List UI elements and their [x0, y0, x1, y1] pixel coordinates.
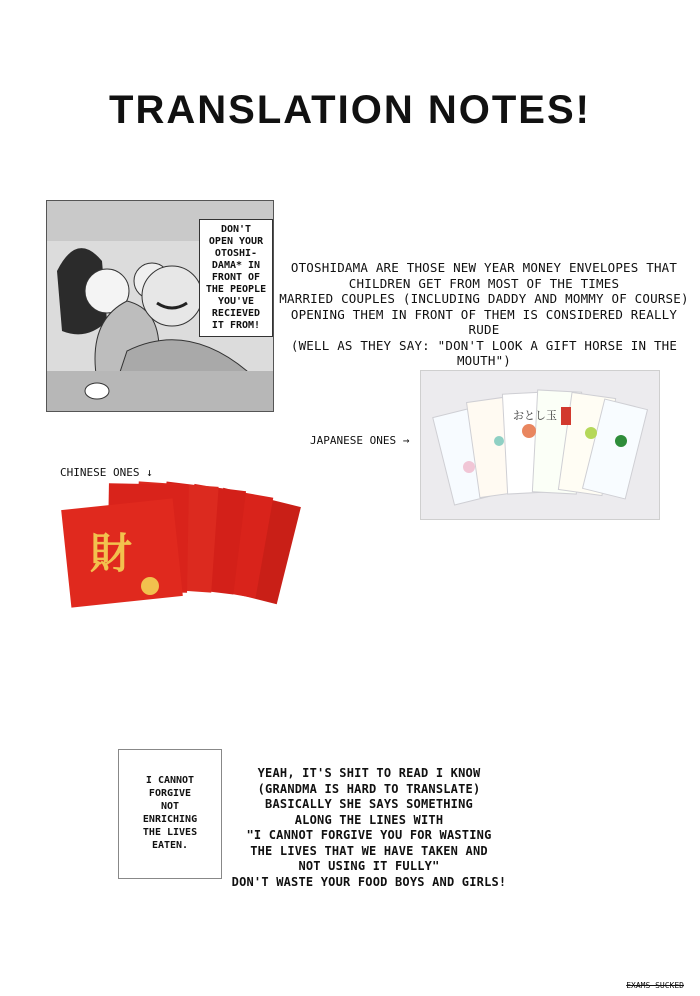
japanese-envelopes-art	[421, 371, 659, 519]
chinese-envelopes-art	[60, 476, 332, 608]
footer-note: EXAMS SUCKED	[626, 981, 684, 990]
speech-bubble	[199, 219, 273, 337]
note-line: YEAH, IT'S SHIT TO READ I KNOW	[257, 766, 481, 780]
note-line: OPENING THEM IN FRONT OF THEM IS CONSIDERED REALLY RUDE	[290, 306, 678, 337]
speech-line: OTOSHI-	[214, 248, 258, 259]
food-note	[214, 766, 524, 890]
fortune-character: 財	[90, 529, 133, 578]
speech-line: OPEN YOUR	[208, 236, 264, 247]
note-line: BASICALLY SHE SAYS SOMETHING	[265, 797, 473, 811]
speech-line: EATEN.	[151, 840, 189, 851]
chinese-envelopes-photo	[60, 476, 332, 608]
japanese-ones-label: JAPANESE ONES →	[310, 434, 410, 447]
speech-line: RECIEVED	[211, 308, 261, 319]
note-line: CHILDREN GET FROM MOST OF THE TIMES	[348, 275, 620, 291]
note-line: "I CANNOT FORGIVE YOU FOR WASTING	[246, 828, 492, 842]
manga-panel-otoshidama	[46, 200, 274, 412]
envelope-caption: おとし玉	[513, 409, 557, 422]
chinese-ones-label: CHINESE ONES ↓	[60, 466, 153, 479]
note-line: THE LIVES THAT WE HAVE TAKEN AND	[250, 843, 488, 858]
otoshidama-note	[272, 260, 696, 369]
speech-line: ENRICHING	[142, 814, 198, 825]
speech-line: DAMA* IN	[211, 260, 261, 271]
page-title: TRANSLATION NOTES!	[109, 88, 591, 132]
speech-line: DON'T	[220, 224, 252, 235]
speech-line: IT FROM!	[211, 320, 261, 331]
note-line: NOT USING IT FULLY"	[298, 859, 440, 873]
note-line: (GRANDMA IS HARD TO TRANSLATE)	[257, 781, 481, 796]
note-line: DON'T WASTE YOUR FOOD BOYS AND GIRLS!	[231, 874, 507, 889]
speech-line: THE PEOPLE	[205, 284, 267, 295]
speech-line: YOU'VE	[217, 296, 255, 307]
note-line: MARRIED COUPLES (INCLUDING DADDY AND MOMMY OF COURSE)	[279, 291, 689, 306]
note-line: (WELL AS THEY SAY: "DON'T LOOK A GIFT HORSE IN THE MOUTH")	[290, 337, 678, 368]
speech-line: THE LIVES	[142, 827, 198, 838]
speech-bubble	[123, 762, 217, 864]
speech-line: FORGIVE	[148, 788, 192, 799]
speech-line: NOT	[160, 801, 180, 812]
speech-line: FRONT OF	[211, 272, 261, 283]
japanese-envelopes-photo	[420, 370, 660, 520]
note-line: ALONG THE LINES WITH	[294, 812, 444, 827]
manga-panel-grandma	[118, 749, 222, 879]
note-line: OTOSHIDAMA ARE THOSE NEW YEAR MONEY ENVELOPES THAT	[290, 260, 678, 275]
speech-line: I CANNOT	[145, 775, 195, 786]
